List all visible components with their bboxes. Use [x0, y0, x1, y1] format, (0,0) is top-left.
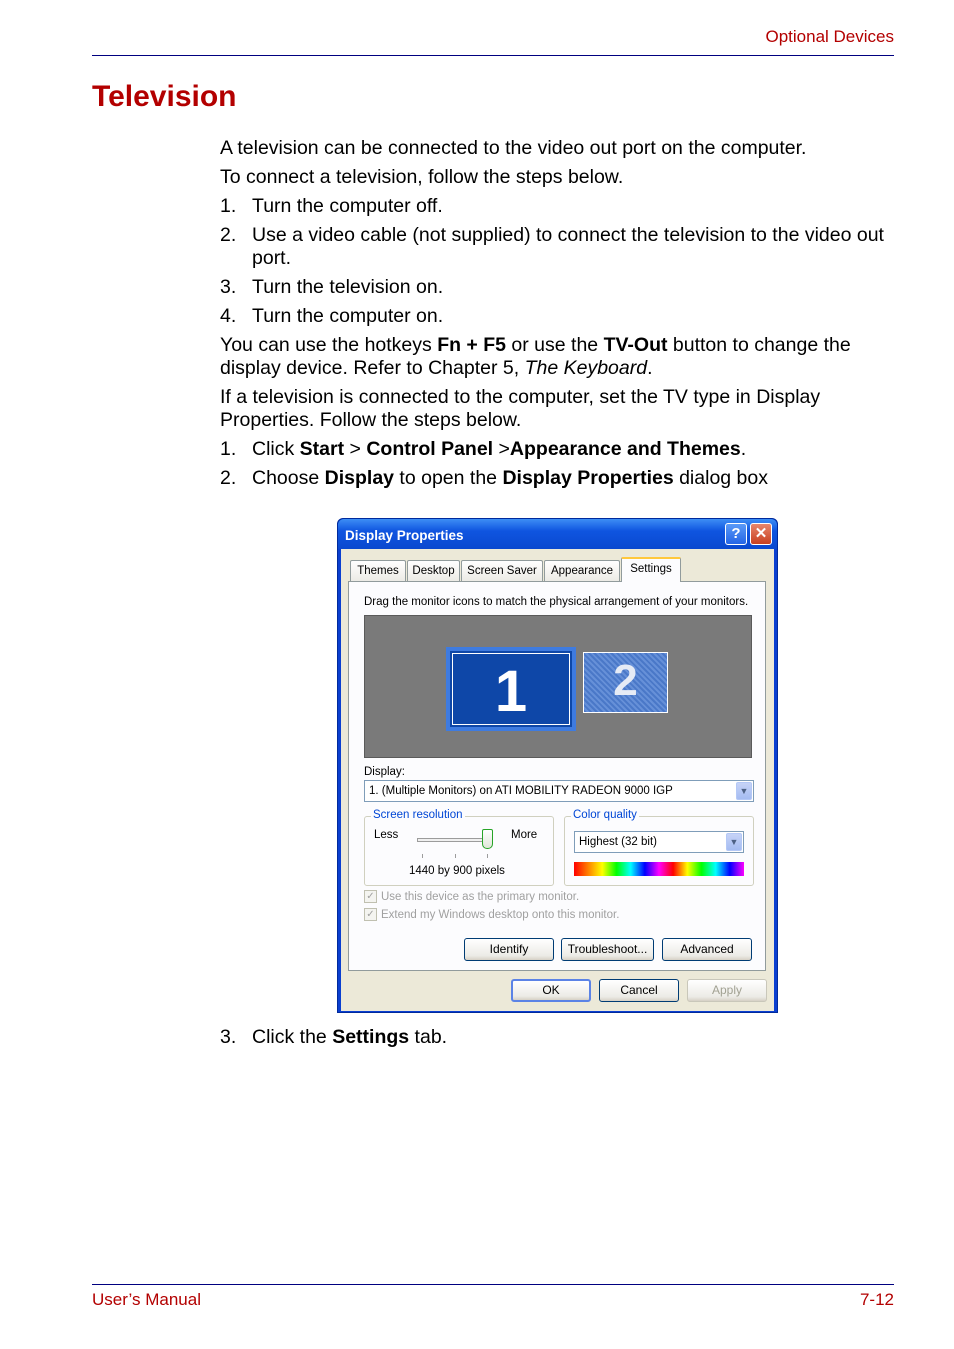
- slider-tick: [487, 854, 488, 858]
- checkbox-check-icon: ✓: [364, 908, 377, 921]
- monitor-2[interactable]: [583, 652, 668, 713]
- troubleshoot-button[interactable]: Troubleshoot...: [561, 938, 654, 961]
- apply-button[interactable]: Apply: [687, 979, 767, 1002]
- step-text: Turn the computer off.: [252, 195, 443, 217]
- monitor-1[interactable]: [446, 647, 576, 731]
- slider-tick: [422, 854, 423, 858]
- dialog-client: [341, 549, 774, 1011]
- footer-rule: [92, 1284, 894, 1285]
- color-quality-group: [564, 809, 754, 886]
- checkbox-check-icon: ✓: [364, 890, 377, 903]
- step-number: 4.: [220, 305, 237, 327]
- step-number: 2.: [220, 224, 237, 246]
- monitor-preview: [364, 615, 752, 758]
- tv-type-paragraph: If a television is connected to the computer, set the TV type in Display Properties. Follow the steps below.: [220, 386, 821, 431]
- resolution-more-label: More: [511, 829, 538, 841]
- intro-paragraph: A television can be connected to the video out port on the computer.: [220, 137, 807, 159]
- step-item: [220, 467, 890, 490]
- hotkey-fn-f5: Fn + F5: [437, 334, 506, 356]
- chevron-down-icon[interactable]: ▼: [736, 782, 752, 800]
- help-icon[interactable]: ?: [725, 523, 747, 545]
- monitor-arrangement-hint: Drag the monitor icons to match the physical arrangement of your monitors.: [364, 596, 749, 608]
- advanced-button[interactable]: Advanced: [662, 938, 752, 961]
- step-text: Turn the computer on.: [252, 305, 444, 327]
- color-quality-legend: Color quality: [573, 809, 637, 821]
- extend-desktop-label: Extend my Windows desktop onto this monitor.: [381, 908, 620, 921]
- footer-page-number: 7-12: [859, 1290, 894, 1309]
- color-spectrum-bar: [574, 862, 744, 876]
- display-label: Display:: [364, 766, 405, 778]
- close-icon[interactable]: ✕: [750, 523, 772, 545]
- step-item: [220, 305, 890, 328]
- display-properties-dialog: [337, 518, 778, 1013]
- extend-desktop-checkbox[interactable]: [364, 908, 619, 921]
- dialog-titlebar: [338, 519, 777, 549]
- intro-paragraph: To connect a television, follow the steps below.: [220, 166, 624, 188]
- display-select-value: 1. (Multiple Monitors) on ATI MOBILITY RADEON 9000 IGP: [369, 785, 673, 797]
- tab-themes[interactable]: Themes: [350, 560, 406, 581]
- tab-settings[interactable]: Settings: [621, 557, 681, 582]
- primary-monitor-label: Use this device as the primary monitor.: [381, 890, 580, 903]
- header-section-title: Optional Devices: [765, 27, 894, 46]
- tab-appearance[interactable]: Appearance: [544, 560, 620, 581]
- color-quality-select[interactable]: [574, 831, 744, 853]
- page-title: Television: [92, 80, 237, 113]
- step-text: Click the Settings tab.: [252, 1026, 448, 1048]
- ok-button[interactable]: OK: [511, 979, 591, 1002]
- monitor-2-number: 2: [613, 656, 638, 705]
- step-item: [220, 1026, 890, 1049]
- step-item: [220, 224, 890, 270]
- step-text: Click Start > Control Panel >Appearance and Themes.: [252, 438, 747, 460]
- step-item: [220, 195, 890, 218]
- display-select[interactable]: [364, 780, 754, 802]
- content: [220, 137, 890, 496]
- step-item: [220, 276, 890, 299]
- step-number: 1.: [220, 195, 237, 217]
- primary-monitor-checkbox[interactable]: [364, 890, 579, 903]
- screen-resolution-legend: Screen resolution: [373, 809, 463, 821]
- step-number: 3.: [220, 1026, 237, 1048]
- hotkeys-paragraph: You can use the hotkeys Fn + F5 or use the TV-Out button to change the display device. Refer to Chapter 5, The Keyboard.: [220, 334, 851, 379]
- tab-screen-saver[interactable]: Screen Saver: [461, 560, 543, 581]
- step-number: 1.: [220, 438, 237, 460]
- footer-manual-name: User’s Manual: [92, 1290, 201, 1309]
- chapter-reference: The Keyboard: [524, 357, 648, 379]
- color-quality-value: Highest (32 bit): [579, 836, 657, 848]
- slider-tick: [455, 854, 456, 858]
- step-item: [220, 438, 890, 461]
- resolution-less-label: Less: [374, 829, 399, 841]
- step-text: Use a video cable (not supplied) to connect the television to the video out port.: [252, 224, 884, 269]
- dialog-title: Display Properties: [345, 528, 464, 543]
- step-text: Choose Display to open the Display Properties dialog box: [252, 467, 768, 489]
- step-number: 2.: [220, 467, 237, 489]
- chevron-down-icon[interactable]: ▼: [726, 833, 742, 851]
- step-number: 3.: [220, 276, 237, 298]
- screen-resolution-group: [364, 809, 554, 886]
- tv-out-button-name: TV-Out: [603, 334, 668, 356]
- cancel-button[interactable]: Cancel: [599, 979, 679, 1002]
- step-text: Turn the television on.: [252, 276, 444, 298]
- header-rule: [92, 55, 894, 56]
- settings-panel: [348, 581, 766, 971]
- resolution-value: 1440 by 900 pixels: [409, 865, 505, 877]
- resolution-slider-thumb[interactable]: [482, 829, 493, 849]
- monitor-1-number: 1: [494, 659, 528, 724]
- identify-button[interactable]: Identify: [464, 938, 554, 961]
- tab-desktop[interactable]: Desktop: [407, 560, 460, 581]
